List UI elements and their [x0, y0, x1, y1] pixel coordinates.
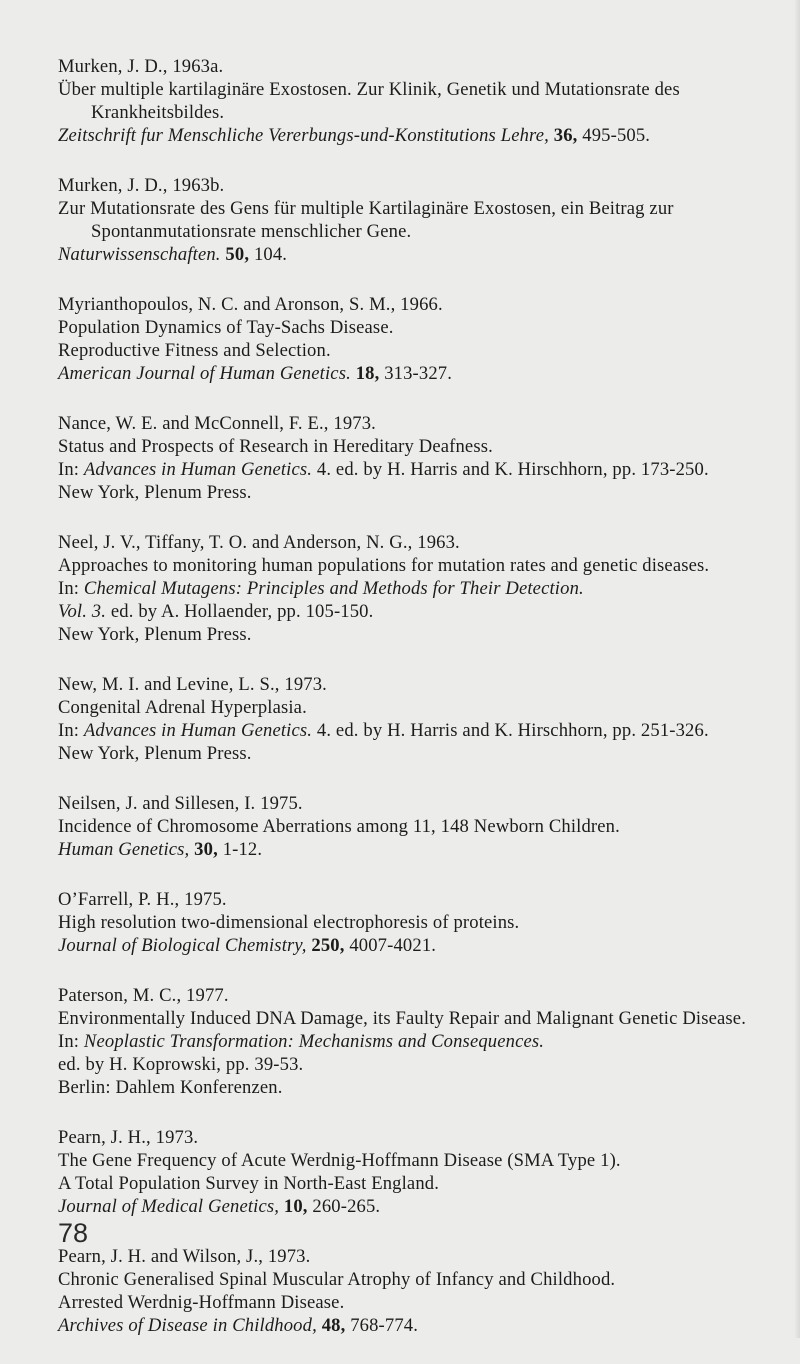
in-prefix: In:: [58, 459, 80, 480]
reference-author: Murken, J. D., 1963b.: [58, 175, 225, 196]
page-edge-shadow: [794, 0, 800, 1338]
page-range: 260-265.: [312, 1196, 381, 1217]
reference-entry: [58, 673, 788, 765]
reference-title-line: The Gene Frequency of Acute Werdnig-Hoffmann Disease (SMA Type 1).: [58, 1150, 621, 1171]
reference-publisher: New York, Plenum Press.: [58, 743, 252, 764]
reference-edition: [58, 600, 788, 623]
reference-entry: [58, 531, 788, 646]
reference-list: [58, 55, 788, 1364]
book-title: Advances in Human Genetics.: [83, 720, 313, 741]
volume-number: 250,: [311, 935, 345, 956]
book-title: Neoplastic Transformation: Mechanisms and Consequences.: [83, 1031, 545, 1052]
edition-info: 4. ed. by H. Harris and K. Hirschhorn, pp. 251-326.: [316, 720, 709, 741]
reference-author: Neilsen, J. and Sillesen, I. 1975.: [58, 793, 303, 814]
reference-title-line: Zur Mutationsrate des Gens für multiple Kartilaginäre Exostosen, ein Beitrag zur: [58, 198, 674, 219]
reference-source: [58, 719, 788, 742]
reference-source: [58, 243, 788, 266]
reference-title-line: Reproductive Fitness and Selection.: [58, 340, 331, 361]
reference-entry: [58, 984, 788, 1099]
volume-number: 48,: [321, 1315, 346, 1336]
reference-author: Pearn, J. H. and Wilson, J., 1973.: [58, 1246, 311, 1267]
reference-title-line: Incidence of Chromosome Aberrations among 11, 148 Newborn Children.: [58, 816, 620, 837]
reference-title-line: Über multiple kartilaginäre Exostosen. Zur Klinik, Genetik und Mutationsrate des: [58, 79, 680, 100]
reference-entry: [58, 412, 788, 504]
journal-name: Human Genetics,: [58, 839, 190, 860]
page-range: 1-12.: [222, 839, 263, 860]
journal-name: Zeitschrift fur Menschliche Vererbungs-und-Konstitutions Lehre,: [58, 125, 549, 146]
reference-title-line: Chronic Generalised Spinal Muscular Atrophy of Infancy and Childhood.: [58, 1269, 616, 1290]
journal-name: American Journal of Human Genetics.: [58, 363, 351, 384]
reference-author: Murken, J. D., 1963a.: [58, 56, 224, 77]
reference-source: [58, 1030, 788, 1053]
reference-title-line: Population Dynamics of Tay-Sachs Disease.: [58, 317, 394, 338]
reference-title-continuation: Krankheitsbildes.: [91, 102, 225, 123]
journal-name: Archives of Disease in Childhood,: [58, 1315, 317, 1336]
reference-author: New, M. I. and Levine, L. S., 1973.: [58, 674, 327, 695]
volume-label: Vol. 3.: [58, 601, 107, 622]
reference-title-line: Status and Prospects of Research in Hereditary Deafness.: [58, 436, 493, 457]
reference-source: [58, 458, 788, 481]
in-prefix: In:: [58, 720, 80, 741]
edition-info: 4. ed. by H. Harris and K. Hirschhorn, pp. 173-250.: [316, 459, 709, 480]
reference-title-line: High resolution two-dimensional electrophoresis of proteins.: [58, 912, 520, 933]
edition-info: ed. by A. Hollaender, pp. 105-150.: [110, 601, 374, 622]
reference-author: Paterson, M. C., 1977.: [58, 985, 229, 1006]
reference-source: [58, 1195, 788, 1218]
reference-author: O’Farrell, P. H., 1975.: [58, 889, 227, 910]
reference-editor: ed. by H. Koprowski, pp. 39-53.: [58, 1054, 304, 1075]
journal-name: Journal of Biological Chemistry,: [58, 935, 307, 956]
book-title: Advances in Human Genetics.: [83, 459, 313, 480]
in-prefix: In:: [58, 578, 80, 599]
reference-title-line: Arrested Werdnig-Hoffmann Disease.: [58, 1292, 345, 1313]
reference-title-line: Congenital Adrenal Hyperplasia.: [58, 697, 307, 718]
volume-number: 10,: [283, 1196, 308, 1217]
reference-entry: [58, 55, 788, 147]
volume-number: 18,: [355, 363, 380, 384]
in-prefix: In:: [58, 1031, 80, 1052]
reference-author: Nance, W. E. and McConnell, F. E., 1973.: [58, 413, 376, 434]
reference-source: [58, 362, 788, 385]
reference-title-line: Approaches to monitoring human populations for mutation rates and genetic diseases.: [58, 555, 710, 576]
reference-entry: [58, 293, 788, 385]
page-range: 495-505.: [582, 125, 651, 146]
page-number: 78: [58, 1218, 89, 1248]
book-title: Chemical Mutagens: Principles and Methods for Their Detection.: [83, 578, 584, 599]
page-range: 313-327.: [384, 363, 453, 384]
reference-entry: [58, 174, 788, 266]
reference-entry: [58, 792, 788, 861]
page-range: 104.: [253, 244, 288, 265]
reference-author: Myrianthopoulos, N. C. and Aronson, S. M., 1966.: [58, 294, 443, 315]
reference-source: [58, 934, 788, 957]
page-range: 4007-4021.: [349, 935, 437, 956]
reference-title-line: Environmentally Induced DNA Damage, its Faulty Repair and Malignant Genetic Disease.: [58, 1008, 746, 1029]
reference-publisher: Berlin: Dahlem Konferenzen.: [58, 1077, 283, 1098]
reference-source: [58, 577, 788, 600]
reference-entry: [58, 888, 788, 957]
reference-source: [58, 1314, 788, 1337]
page-range: 768-774.: [350, 1315, 419, 1336]
reference-publisher: New York, Plenum Press.: [58, 482, 252, 503]
reference-source: [58, 838, 788, 861]
reference-author: Neel, J. V., Tiffany, T. O. and Anderson, N. G., 1963.: [58, 532, 460, 553]
reference-author: Pearn, J. H., 1973.: [58, 1127, 199, 1148]
reference-entry: [58, 1126, 788, 1218]
volume-number: 30,: [194, 839, 218, 860]
reference-title-line: A Total Population Survey in North-East England.: [58, 1173, 440, 1194]
volume-number: 50,: [225, 244, 250, 265]
reference-source: [58, 124, 788, 147]
journal-name: Naturwissenschaften.: [58, 244, 221, 265]
journal-name: Journal of Medical Genetics,: [58, 1196, 280, 1217]
reference-title-continuation: Spontanmutationsrate menschlicher Gene.: [91, 221, 412, 242]
reference-publisher: New York, Plenum Press.: [58, 624, 252, 645]
volume-number: 36,: [553, 125, 578, 146]
reference-entry: [58, 1245, 788, 1337]
